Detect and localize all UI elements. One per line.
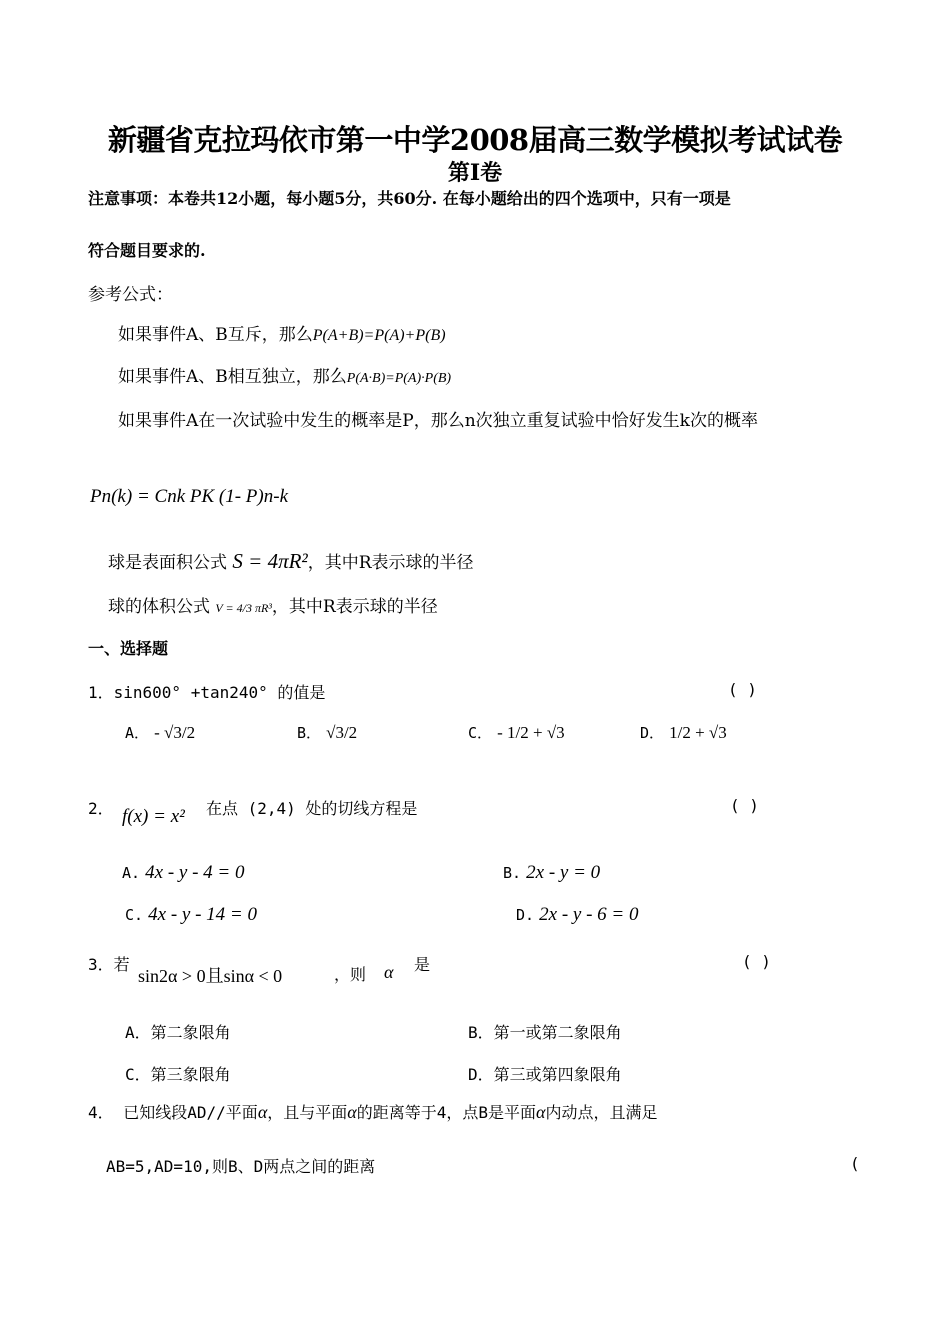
- q3-answer-bracket: ( ): [742, 952, 771, 971]
- q1-option-d-label: D．: [640, 724, 665, 742]
- q3-variable: α: [384, 962, 394, 982]
- q2-number: 2．: [88, 799, 114, 818]
- q3-option-b: B．第一或第二象限角: [468, 1023, 622, 1042]
- formula-indep-text: 如果事件A、B相互独立，那么: [118, 367, 347, 387]
- q3-option-c: C．第三象限角: [125, 1065, 231, 1084]
- sphere-vol-suffix: ，其中R表示球的半径: [271, 597, 438, 617]
- section-title: 一、选择题: [88, 639, 169, 658]
- q4-answer-bracket: (: [850, 1154, 860, 1173]
- formula-mutex: [118, 320, 446, 345]
- formula-heading: 参考公式：: [88, 285, 173, 305]
- q1-option-b-value: √3/2: [326, 723, 358, 742]
- q3-then: ，则: [334, 965, 367, 984]
- notice-line-1: 注意事项：本卷共12小题，每小题5分，共60分. 在每小题给出的四个选项中，只有一项是: [88, 189, 731, 208]
- q1-answer-bracket: ( ): [728, 680, 757, 699]
- notice-line-2: 符合题目要求的.: [88, 241, 206, 260]
- q2-option-c-label: C.: [125, 906, 144, 924]
- formula-mutex-expr: P(A+B)=P(A)+P(B): [312, 327, 446, 344]
- q4-alpha-1: α: [257, 1102, 268, 1122]
- q4-line-1-d: 内动点，且满足: [545, 1103, 658, 1122]
- formula-mutex-text: 如果事件A、B互斥，那么: [118, 325, 313, 345]
- q2-stem: 在点 (2,4) 处的切线方程是: [206, 799, 418, 818]
- sphere-area-expr: S = 4πR²: [232, 549, 308, 573]
- q1-option-c-label: C．: [468, 724, 493, 742]
- q3-condition: sin2α > 0且sinα < 0: [138, 966, 283, 986]
- sphere-area-suffix: ，其中R表示球的半径: [307, 553, 474, 573]
- q4-line-2: AB=5,AD=10,则B、D两点之间的距离: [106, 1157, 376, 1176]
- q2-option-a: [122, 862, 245, 884]
- sphere-vol-text: 球的体积公式: [108, 597, 210, 617]
- q1-option-a-label: A．: [125, 724, 150, 742]
- q2-option-d-label: D.: [516, 906, 535, 924]
- q2-option-b-value: 2x - y = 0: [526, 862, 601, 883]
- formula-bernoulli-expr: Pn(k) = Cnk PK (1- P)n-k: [90, 486, 288, 507]
- q4-line-1-b: ，且与平面: [267, 1103, 348, 1122]
- sphere-area-text: 球是表面积公式: [108, 553, 227, 573]
- sphere-vol-expr: V = 4/3 πR³: [215, 601, 272, 615]
- q2-function: f(x) = x²: [122, 806, 185, 827]
- q2-option-a-value: 4x - y - 4 = 0: [145, 862, 245, 883]
- q1-option-c: [468, 722, 565, 743]
- q1-option-a-value: - √3/2: [154, 723, 196, 742]
- q1-option-c-value: - 1/2 + √3: [497, 723, 565, 742]
- formula-indep: [118, 362, 451, 387]
- q3-option-d: D．第三或第四象限角: [468, 1065, 622, 1084]
- q2-answer-bracket: ( ): [730, 796, 759, 815]
- q4-line-1: [88, 1100, 657, 1123]
- q1-stem: 1．sin600° +tan240° 的值是: [88, 683, 326, 702]
- q1-option-d-value: 1/2 + √3: [669, 723, 727, 742]
- formula-indep-expr: P(A·B)=P(A)·P(B): [346, 371, 452, 386]
- q2-option-d: [516, 904, 639, 926]
- formula-sphere-vol: [108, 592, 438, 617]
- q4-alpha-3: α: [536, 1102, 546, 1122]
- q2-option-a-label: A.: [122, 864, 141, 882]
- q4-line-1-c: 的距离等于4，点B是平面: [356, 1103, 537, 1122]
- q1-option-b-label: B．: [297, 724, 322, 742]
- q2-option-b-label: B.: [503, 864, 522, 882]
- q2-option-c-value: 4x - y - 14 = 0: [148, 904, 257, 925]
- page-title: 新疆省克拉玛依市第一中学2008届高三数学模拟考试试卷: [107, 123, 843, 157]
- q3-is: 是: [414, 955, 431, 974]
- q1-option-b: [297, 722, 357, 743]
- q2-option-b: [503, 862, 600, 884]
- q4-alpha-2: α: [347, 1102, 357, 1122]
- page-subtitle: 第Ⅰ卷: [447, 160, 503, 186]
- formula-bernoulli-text: 如果事件A在一次试验中发生的概率是P，那么n次独立重复试验中恰好发生k次的概率: [118, 411, 758, 431]
- q1-option-d: [640, 722, 727, 743]
- formula-sphere-area: [108, 548, 474, 574]
- q3-option-a: A．第二象限角: [125, 1023, 231, 1042]
- q4-line-1-a: 4． 已知线段AD//平面: [88, 1103, 258, 1122]
- q3-number: 3．若: [88, 955, 130, 974]
- q1-option-a: [125, 722, 195, 743]
- q2-option-d-value: 2x - y - 6 = 0: [539, 904, 639, 925]
- q2-option-c: [125, 904, 257, 926]
